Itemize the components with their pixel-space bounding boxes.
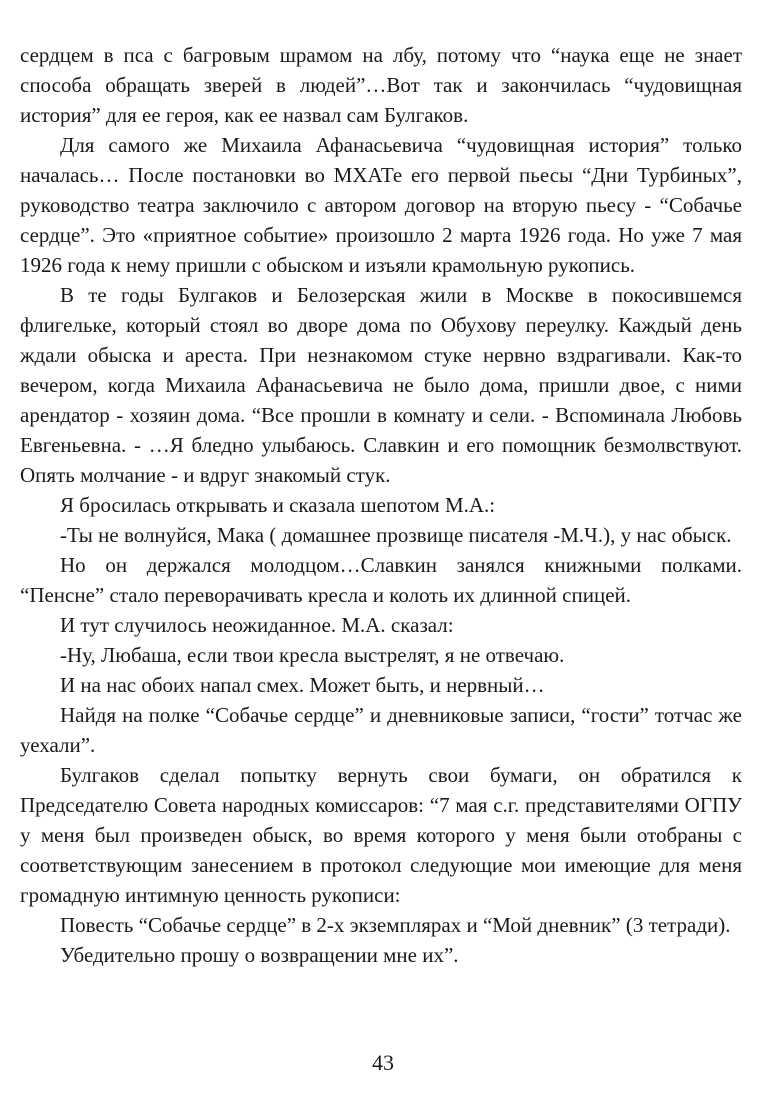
page-text (20, 40, 742, 970)
page-number: 43 (372, 1050, 394, 1075)
paragraph-13: Убедительно прошу о возвращении мне их”. (60, 943, 459, 967)
paragraph-10: Найдя на полке “Собачье сердце” и дневниковые записи, “гости” тотчас же уехали”. (20, 703, 742, 757)
paragraph-1: сердцем в пса с багровым шрамом на лбу, потому что “наука еще не знает способа обращать зверей в людей”…Вот так и закончилась “чудовищная история” для ее героя, как ее назвал сам Булгаков. (20, 43, 742, 127)
paragraph-5: -Ты не волнуйся, Мака ( домашнее прозвище писателя -М.Ч.), у нас обыск. (60, 523, 732, 547)
paragraph-11: Булгаков сделал попытку вернуть свои бумаги, он обратился к Председателю Совета народных комиссаров: “7 мая с.г. представителями ОГПУ у меня был произведен обыск, во время которого у меня были отобраны с соответствующим занесением в протокол следующие мои имеющие для меня громадную интимную ценность рукописи: (20, 763, 742, 907)
paragraph-12: Повесть “Собачье сердце” в 2-х экземплярах и “Мой дневник” (3 тетради). (60, 913, 731, 937)
paragraph-8: -Ну, Любаша, если твои кресла выстрелят, я не отвечаю. (60, 643, 565, 667)
paragraph-3: В те годы Булгаков и Белозерская жили в Москве в покосившемся флигельке, который стоял во дворе дома по Обухову переулку. Каждый день ждали обыска и ареста. При незнакомом стуке нервно вздрагивали. Как-то вечером, когда Михаила Афанасьевича не было дома, пришли двое, с ними арендатор - хозяин дома. “Все прошли в комнату и сели. - Вспоминала Любовь Евгеньевна. - …Я бледно улыбаюсь. Славкин и его помощник безмолвствуют. Опять молчание - и вдруг знакомый стук. (20, 283, 742, 487)
paragraph-7: И тут случилось неожиданное. М.А. сказал: (60, 613, 454, 637)
paragraph-9: И на нас обоих напал смех. Может быть, и нервный… (60, 673, 545, 697)
paragraph-4: Я бросилась открывать и сказала шепотом М.А.: (60, 493, 496, 517)
paragraph-6: Но он держался молодцом…Славкин занялся книжными полками. “Пенсне” стало переворачивать кресла и колоть их длинной спицей. (20, 553, 742, 607)
paragraph-2: Для самого же Михаила Афанасьевича “чудовищная история” только началась… После постановки во МХАТе его первой пьесы “Дни Турбиных”, руководство театра заключило с автором договор на вторую пьесу - “Собачье сердце”. Это «приятное событие» произошло 2 марта 1926 года. Но уже 7 мая 1926 года к нему пришли с обыском и изъяли крамольную рукопись. (20, 133, 742, 277)
